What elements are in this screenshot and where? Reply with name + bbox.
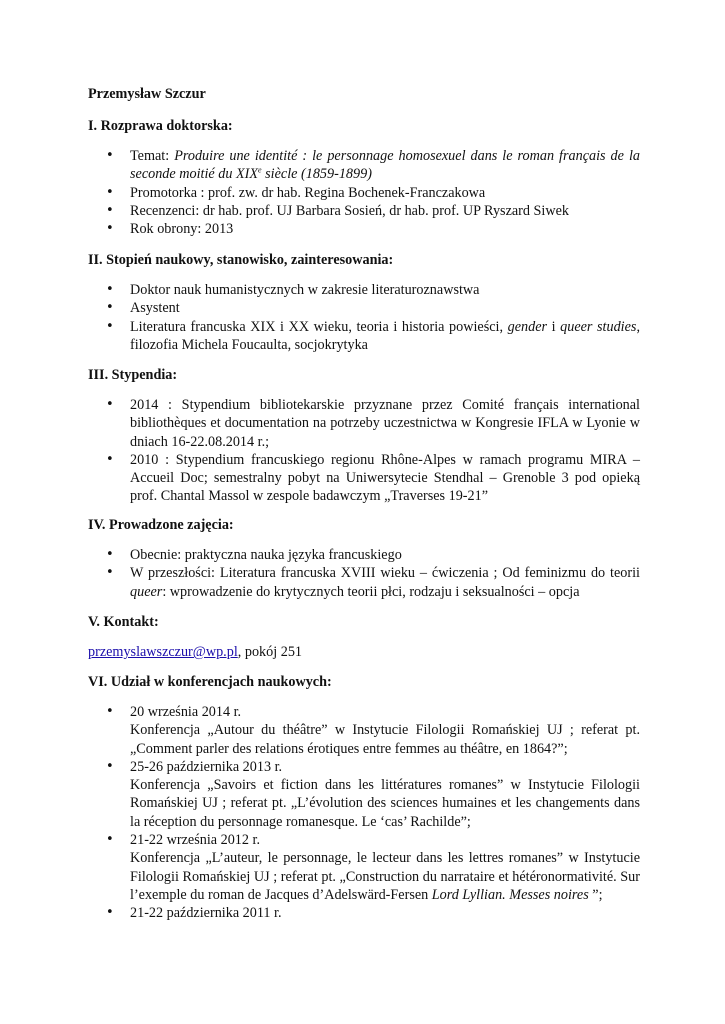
list-item-defense-year: • Rok obrony: 2013 <box>88 220 640 238</box>
conference-item <box>88 703 640 758</box>
conference-date: • 20 września 2014 r. <box>130 704 242 720</box>
section-heading-contact: V. Kontakt: <box>88 614 159 630</box>
teaching-list <box>88 546 640 601</box>
dissertation-list <box>88 147 640 238</box>
conference-date: • 25-26 października 2013 r. <box>130 758 283 775</box>
list-item-scholarship-2014: • 2014 : Stypendium bibliotekarskie przyznane przez Comité français international bibliothèques et documentation na potrzeby uczestnictwa w Kongresie IFLA w Lyonie w dniach 16-22.08.2014 r.; <box>88 396 640 451</box>
contact-line <box>88 643 640 661</box>
section-heading-teaching: IV. Prowadzone zajęcia: <box>88 517 234 533</box>
conference-description: Konferencja „Autour du théâtre” w Instytucie Filologii Romańskiej UJ ; referat pt. „Comment parler des relations érotiques entre femmes au théâtre, en 1864?”; <box>130 722 640 757</box>
conference-item <box>88 758 640 831</box>
list-item-position: • Asystent <box>88 299 640 317</box>
section-heading-conferences: VI. Udział w konferencjach naukowych: <box>88 674 332 690</box>
conference-item <box>88 831 640 904</box>
office-room: , pokój 251 <box>237 644 303 660</box>
list-item-reviewers: • Recenzenci: dr hab. prof. UJ Barbara Sosień, dr hab. prof. UP Ryszard Siwek <box>88 202 640 220</box>
dissertation-title: Produire une identité : le personnage homosexuel dans le roman français de la seconde moitié du XIX <box>130 148 640 183</box>
section-heading-scholarships: III. Stypendia: <box>88 367 178 383</box>
list-item-interests: • Literatura francuska XIX i XX wieku, teoria i historia powieści, gender i queer studies, filozofia Michela Foucaulta, socjokrytyka <box>88 318 640 355</box>
conference-date: • 21-22 września 2012 r. <box>130 832 261 849</box>
author-name: Przemysław Szczur <box>88 86 206 102</box>
scholarships-list <box>88 396 640 506</box>
section-heading-degree: II. Stopień naukowy, stanowisko, zainteresowania: <box>88 252 394 268</box>
conference-date: • 21-22 października 2011 r. <box>130 905 282 922</box>
list-item-current-teaching: • Obecnie: praktyczna nauka języka francuskiego <box>88 546 640 564</box>
conference-item <box>88 904 640 922</box>
degree-list <box>88 281 640 354</box>
list-item-scholarship-2010: • 2010 : Stypendium francuskiego regionu Rhône-Alpes w ramach programu MIRA – Accueil Doc; semestralny pobyt na Uniwersytecie Stendhal – Grenoble 3 pod opieką prof. Chantal Massol w zespole badawczym „Traverses 19-21” <box>88 451 640 506</box>
conferences-list <box>88 703 640 923</box>
conference-description: Konferencja „Savoirs et fiction dans les littératures romanes” w Instytucie Filologii Romańskiej UJ ; referat pt. „L’évolution des sciences humaines et les changements dans la réception du personnage romanesque. Le ‘cas’ Rachilde”; <box>130 777 640 830</box>
list-item-past-teaching: • W przeszłości: Literatura francuska XVIII wieku – ćwiczenia ; Od feminizmu do teorii queer: wprowadzenie do krytycznych teorii płci, rodzaju i seksualności – opcja <box>88 564 640 601</box>
conference-description: Konferencja „L’auteur, le personnage, le lecteur dans les lettres romanes” w Instytucie Filologii Romańskiej UJ ; referat pt. „Construction du narrataire et hétéronormativité. Sur l’exemple du roman de Jacques d’Adelswärd-Fersen Lord Lyllian. Messes noires ”; <box>130 850 640 903</box>
list-item-supervisor: • Promotorka : prof. zw. dr hab. Regina Bochenek-Franczakowa <box>88 184 640 202</box>
list-item-degree: • Doktor nauk humanistycznych w zakresie literaturoznawstwa <box>88 281 640 299</box>
list-item-topic: • Temat: Produire une identité : le personnage homosexuel dans le roman français de la seconde moitié du XIXe siècle (1859-1899) <box>88 147 640 184</box>
section-heading-dissertation: I. Rozprawa doktorska: <box>88 118 233 134</box>
email-link[interactable]: przemyslawszczur@wp.pl <box>88 644 238 660</box>
